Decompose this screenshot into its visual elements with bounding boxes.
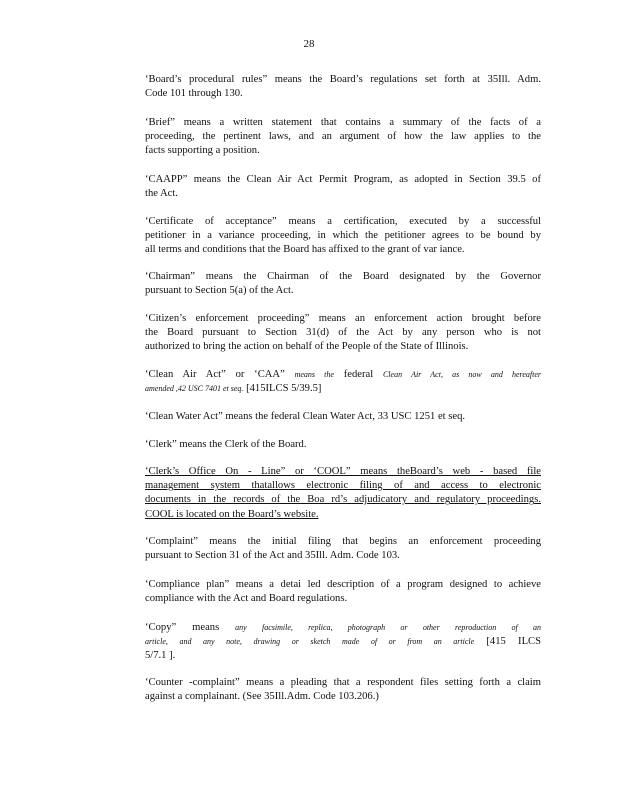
text-run: pursuant to Section 5(a) of the Act. bbox=[145, 285, 294, 297]
definition-line bbox=[145, 592, 541, 606]
text-run: ‘Complaint” means the initial filing that begins an enforcement proceeding bbox=[145, 536, 541, 547]
definition-certificate-of-acceptance bbox=[145, 215, 541, 258]
definition-clerk bbox=[145, 438, 541, 452]
definition-line bbox=[145, 438, 541, 452]
definition-counter-complaint bbox=[145, 676, 541, 704]
text-run: documents in the records of the Boa rd’s adjudicatory and regulatory proceedings. bbox=[145, 494, 541, 506]
definition-line bbox=[145, 243, 541, 257]
definition-clean-water-act bbox=[145, 410, 541, 424]
definition-line bbox=[145, 130, 541, 144]
page-number: 28 bbox=[303, 38, 315, 50]
definition-line bbox=[145, 621, 541, 635]
definition-line bbox=[145, 340, 541, 354]
text-run: ‘Clerk’s Office On - Line” or ‘COOL” means theBoard’s web - based file bbox=[145, 466, 541, 477]
text-run: ‘Clean Water Act” means the federal Clean Water Act, 33 USC 1251 et seq. bbox=[145, 411, 466, 422]
text-run: ‘Board’s procedural rules” means the Board’s regulations set forth at 35Ill. Adm. bbox=[145, 74, 541, 85]
text-run: [415ILCS 5/39.5] bbox=[243, 383, 322, 395]
text-run: facts supporting a position. bbox=[145, 145, 260, 157]
text-run: Code 101 through 130. bbox=[145, 88, 243, 100]
text-run: ‘Clean Air Act” or ‘CAA” bbox=[145, 369, 295, 380]
definition-line bbox=[145, 479, 541, 493]
definition-copy bbox=[145, 621, 541, 664]
definition-line bbox=[145, 676, 541, 690]
italic-text: amended ,42 USC 7401 et seq. bbox=[145, 384, 244, 394]
text-run: all terms and conditions that the Board has affixed to the grant of var iance. bbox=[145, 244, 465, 256]
text-run: federal bbox=[333, 369, 383, 380]
text-run: petitioner in a variance proceeding, in which the petitioner agrees to be bound by bbox=[145, 230, 541, 242]
definition-line bbox=[145, 382, 541, 396]
text-run: ‘Copy” means bbox=[145, 622, 236, 633]
italic-text: Clean Air Act, as now and hereafter bbox=[382, 370, 542, 379]
definition-line bbox=[145, 87, 541, 101]
definition-clerks-office-on-line bbox=[145, 465, 541, 522]
definition-line bbox=[145, 187, 541, 201]
definition-line bbox=[145, 508, 541, 522]
text-run: ‘Counter -complaint” means a pleading that a respondent files setting forth a claim bbox=[145, 677, 541, 688]
definition-complaint bbox=[145, 535, 541, 563]
text-run: authorized to bring the action on behalf of the People of the State of Illinois. bbox=[145, 341, 469, 353]
text-run: COOL is located on the Board’s website. bbox=[145, 508, 319, 520]
definition-caapp bbox=[145, 173, 541, 201]
text-run: ‘Chairman” means the Chairman of the Board designated by the Governor bbox=[145, 271, 541, 282]
definition-line bbox=[145, 73, 541, 87]
text-run: 5/7.1 ]. bbox=[145, 650, 176, 662]
text-run: pursuant to Section 31 of the Act and 35Ill. Adm. Code 103. bbox=[145, 550, 400, 562]
text-run: ‘Compliance plan” means a detai led description of a program designed to achieve bbox=[145, 579, 541, 590]
definition-brief bbox=[145, 116, 541, 159]
definition-line bbox=[145, 690, 541, 704]
definition-line bbox=[145, 649, 541, 663]
definition-line bbox=[145, 368, 541, 382]
italic-text: article, and any note, drawing or sketch made of or from an article bbox=[145, 637, 475, 647]
definition-line bbox=[145, 535, 541, 549]
text-run: against a complainant. (See 35Ill.Adm. Code 103.206.) bbox=[145, 691, 379, 703]
definition-clean-air-act bbox=[145, 368, 541, 396]
definition-line bbox=[145, 493, 541, 507]
text-run: proceeding, the pertinent laws, and an argument of how the law applies to the bbox=[145, 131, 541, 143]
definition-line bbox=[145, 635, 541, 649]
definition-compliance-plan bbox=[145, 578, 541, 606]
definition-line bbox=[145, 549, 541, 563]
italic-text: any facsimile, replica, photograph or other reproduction of an bbox=[235, 623, 541, 632]
text-run: ‘Clerk” means the Clerk of the Board. bbox=[145, 439, 307, 450]
definition-line bbox=[145, 270, 541, 284]
text-run: ‘CAAPP” means the Clean Air Act Permit Program, as adopted in Section 39.5 of bbox=[145, 174, 541, 185]
definition-line bbox=[145, 312, 541, 326]
text-run: [415 ILCS bbox=[474, 636, 541, 648]
definition-line bbox=[145, 144, 541, 158]
text-run: management system thatallows electronic filing of and access to electronic bbox=[145, 480, 541, 492]
definition-line bbox=[145, 229, 541, 243]
text-run: ‘Brief” means a written statement that contains a summary of the facts of a bbox=[145, 117, 541, 128]
definition-line bbox=[145, 326, 541, 340]
definition-line bbox=[145, 215, 541, 229]
text-run: ‘Citizen’s enforcement proceeding” means an enforcement action brought before bbox=[145, 313, 541, 324]
definition-line bbox=[145, 578, 541, 592]
definition-line bbox=[145, 173, 541, 187]
definition-line bbox=[145, 465, 541, 479]
text-run: compliance with the Act and Board regulations. bbox=[145, 593, 348, 605]
text-run: ‘Certificate of acceptance” means a certification, executed by a successful bbox=[145, 216, 541, 227]
definition-line bbox=[145, 410, 541, 424]
text-run: the Act. bbox=[145, 188, 178, 200]
definition-line bbox=[145, 284, 541, 298]
definition-citizens-enforcement-proceeding bbox=[145, 312, 541, 355]
definition-boards-procedural-rules bbox=[145, 73, 541, 101]
definition-chairman bbox=[145, 270, 541, 298]
italic-text: means the bbox=[294, 370, 334, 379]
text-run: the Board pursuant to Section 31(d) of the Act by any person who is not bbox=[145, 327, 541, 339]
definition-line bbox=[145, 116, 541, 130]
